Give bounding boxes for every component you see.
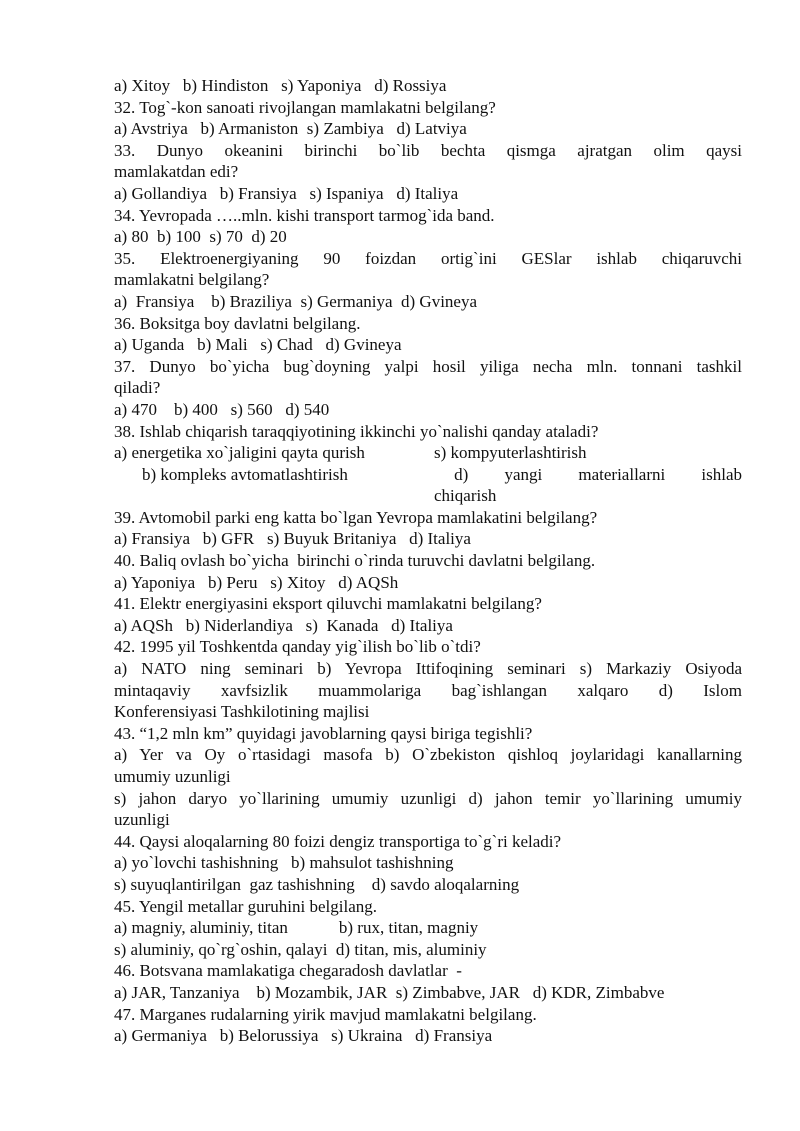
answer-options-43-line-1: a) Yer va Oy o`rtasidagi masofa b) O`zbekiston qishloq joylaridagi kanallarning	[114, 745, 742, 765]
answer-options-46: a) JAR, Tanzaniya b) Mozambik, JAR s) Zimbabve, JAR d) KDR, Zimbabve	[114, 982, 665, 1002]
answer-options-43-line-2: umumiy uzunligi	[114, 767, 231, 786]
answer-38-s: s) kompyuterlashtirish	[434, 443, 587, 463]
answer-options-45-line-1: a) magniy, aluminiy, titan b) rux, titan, magniy	[114, 918, 479, 938]
answer-options-42-line-2: mintaqaviy xavfsizlik muammolariga bag`ishlangan xalqaro d) Islom	[114, 680, 742, 700]
question-47: 47. Marganes rudalarning yirik mavjud mamlakatni belgilang.	[114, 1004, 537, 1024]
answer-38-d: d) yangi materiallarni ishlab	[454, 464, 742, 484]
question-34: 34. Yevropada …..mln. kishi transport tarmog`ida band.	[114, 205, 495, 225]
answer-options-43-line-4: uzunligi	[114, 810, 170, 830]
answer-options-38-row-2	[114, 464, 742, 486]
question-41: 41. Elektr energiyasini eksport qiluvchi mamlakatni belgilang?	[114, 594, 542, 614]
answer-options-32: a) Avstriya b) Armaniston s) Zambiya d) Latviya	[114, 119, 467, 139]
answer-options-37: a) 470 b) 400 s) 560 d) 540	[114, 399, 330, 419]
question-36: 36. Boksitga boy davlatni belgilang.	[114, 313, 361, 333]
answer-options-44-line-1: a) yo`lovchi tashishning b) mahsulot tashishning	[114, 853, 454, 873]
answer-options-41: a) AQSh b) Niderlandiya s) Kanada d) Italiya	[114, 615, 453, 635]
answer-options-40: a) Yaponiya b) Peru s) Xitoy d) AQSh	[114, 572, 399, 592]
question-39: 39. Avtomobil parki eng katta bo`lgan Yevropa mamlakatini belgilang?	[114, 507, 598, 527]
answer-options-39: a) Fransiya b) GFR s) Buyuk Britaniya d) Italiya	[114, 529, 471, 549]
question-43: 43. “1,2 mln km” quyidagi javoblarning qaysi biriga tegishli?	[114, 723, 533, 743]
question-37-line-1: 37. Dunyo bo`yicha bug`doyning yalpi hosil yiliga necha mln. tonnani tashkil	[114, 356, 742, 376]
question-32: 32. Tog`-kon sanoati rivojlangan mamlakatni belgilang?	[114, 97, 496, 117]
question-45: 45. Yengil metallar guruhini belgilang.	[114, 896, 377, 916]
answer-options-38-row-1	[114, 442, 742, 464]
answer-options-42-line-1: a) NATO ning seminari b) Yevropa Ittifoqining seminari s) Markaziy Osiyoda	[114, 659, 742, 679]
answer-options-44-line-2: s) suyuqlantirilgan gaz tashishning d) savdo aloqalarning	[114, 874, 520, 894]
answer-options-36: a) Uganda b) Mali s) Chad d) Gvineya	[114, 335, 402, 355]
answer-options-33: a) Gollandiya b) Fransiya s) Ispaniya d) Italiya	[114, 183, 459, 203]
answer-38-b: b) kompleks avtomatlashtirish	[142, 464, 348, 484]
question-33-line-2: mamlakatdan edi?	[114, 162, 239, 182]
answer-options-31: a) Xitoy b) Hindiston s) Yaponiya d) Rossiya	[114, 76, 447, 95]
answer-options-42-line-3: Konferensiyasi Tashkilotining majlisi	[114, 702, 370, 722]
question-38: 38. Ishlab chiqarish taraqqiyotining ikkinchi yo`nalishi qanday ataladi?	[114, 421, 599, 441]
answer-38-d-continued: chiqarish	[434, 486, 497, 506]
question-44: 44. Qaysi aloqalarning 80 foizi dengiz transportiga to`g`ri keladi?	[114, 831, 562, 851]
question-46: 46. Botsvana mamlakatiga chegaradosh davlatlar -	[114, 961, 462, 981]
answer-38-a: a) energetika xo`jaligini qayta qurish	[114, 443, 365, 463]
question-35-line-1: 35. Elektroenergiyaning 90 foizdan ortig`ini GESlar ishlab chiqaruvchi	[114, 248, 742, 268]
question-40: 40. Baliq ovlash bo`yicha birinchi o`rinda turuvchi davlatni belgilang.	[114, 551, 596, 571]
question-37-line-2: qiladi?	[114, 378, 161, 398]
question-33-line-1: 33. Dunyo okeanini birinchi bo`lib bechta qismga ajratgan olim qaysi	[114, 140, 742, 160]
answer-options-35: a) Fransiya b) Braziliya s) Germaniya d) Gvineya	[114, 291, 478, 311]
question-42: 42. 1995 yil Toshkentda qanday yig`ilish bo`lib o`tdi?	[114, 637, 481, 657]
answer-options-45-line-2: s) aluminiy, qo`rg`oshin, qalayi d) titan, mis, aluminiy	[114, 939, 487, 959]
answer-options-43-line-3: s) jahon daryo yo`llarining umumiy uzunligi d) jahon temir yo`llarining umumiy	[114, 788, 742, 808]
question-35-line-2: mamlakatni belgilang?	[114, 270, 270, 290]
answer-options-34: a) 80 b) 100 s) 70 d) 20	[114, 227, 287, 247]
answer-options-47: a) Germaniya b) Belorussiya s) Ukraina d) Fransiya	[114, 1026, 493, 1046]
